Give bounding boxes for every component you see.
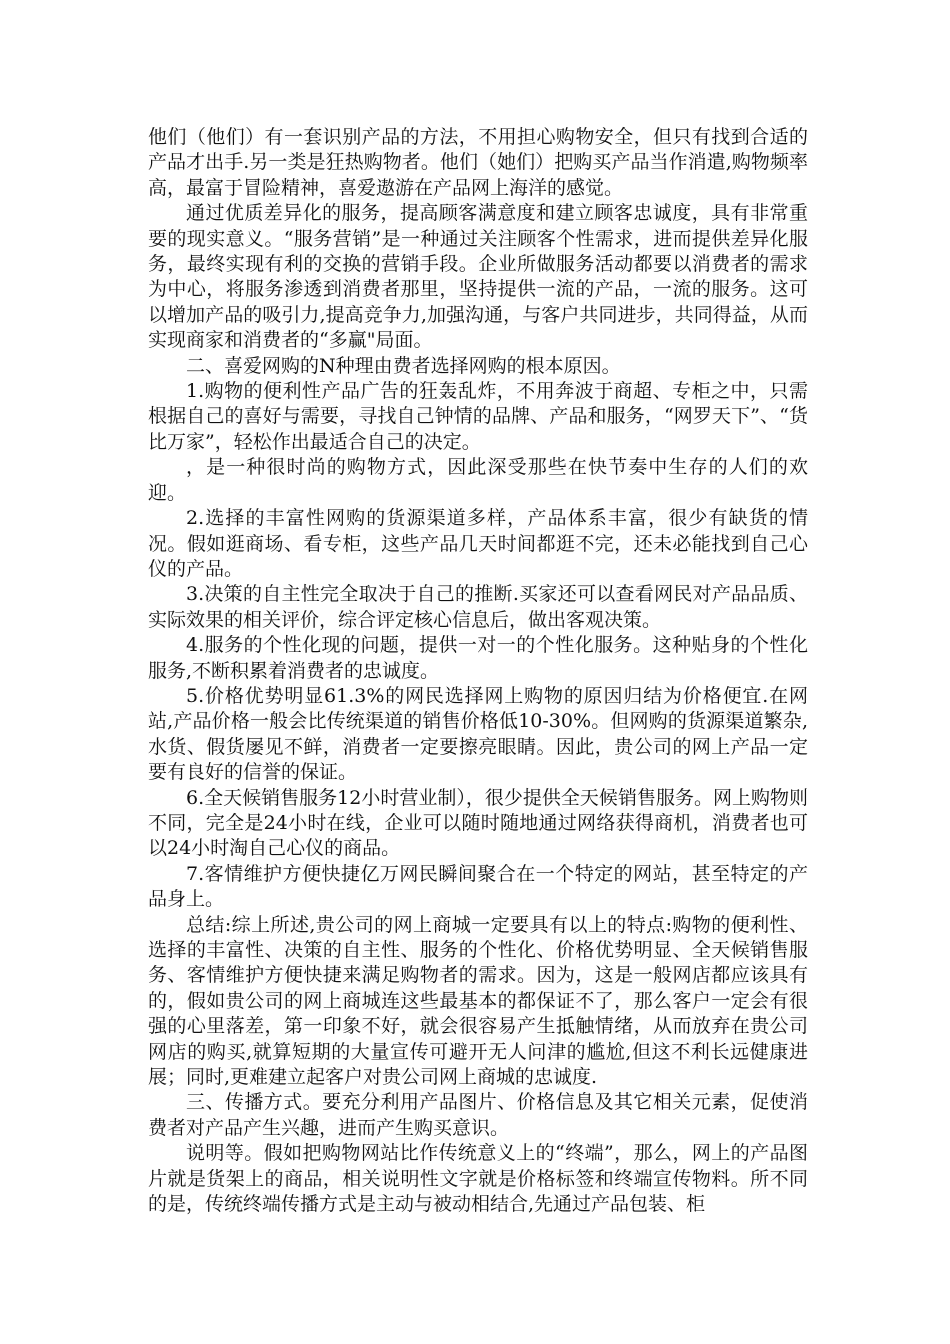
section-heading: 二、喜爱网购的N种理由费者选择网购的根本原因。 (186, 354, 621, 377)
paragraph: 说明等。假如把购物网站比作传统意义上的“终端”，那么，网上的产品图片就是货架上的商品，相关说明性文字就是价格标签和终端宣传物料。所不同的是，传统终端传播方式是主动与被动相结合,先通过产品包装、柜 (148, 1142, 808, 1216)
paragraph: 2.选择的丰富性网购的货源渠道多样，产品体系丰富，很少有缺货的情况。假如逛商场、看专柜，这些产品几天时间都逛不完，还未必能找到自己心仪的产品。 (148, 507, 808, 580)
paragraph: 7.客情维护方便快捷亿万网民瞬间聚合在一个特定的网站，甚至特定的产品身上。 (148, 862, 808, 911)
paragraph: 1.购物的便利性产品广告的狂轰乱炸，不用奔波于商超、专柜之中，只需根据自己的喜好与需要，寻找自己钟情的品牌、产品和服务，“网罗天下”、“货比万家”，轻松作出最适合自己的决定。 (148, 380, 808, 453)
paragraph: 5.价格优势明显61.3%的网民选择网上购物的原因归结为价格便宜.在网站,产品价格一般会比传统渠道的销售价格低10-30%。但网购的货源渠道繁杂,水货、假货屡见不鲜，消费者一定要擦亮眼睛。因此，贵公司的网上产品一定要有良好的信誉的保证。 (148, 684, 808, 784)
paragraph: ，是一种很时尚的购物方式，因此深受那些在快节奏中生存的人们的欢迎。 (148, 456, 808, 504)
paragraph: 3.决策的自主性完全取决于自己的推断.买家还可以查看网民对产品品质、实际效果的相关评价，综合评定核心信息后，做出客观决策。 (148, 583, 808, 631)
paragraph: 通过优质差异化的服务，提高顾客满意度和建立顾客忠诚度，具有非常重要的现实意义。“服务营销”是一种通过关注顾客个性需求，进而提供差异化服务，最终实现有利的交换的营销手段。企业所做服务活动都要以消费者的需求为中心，将服务渗透到消费者那里，坚持提供一流的产品，一流的服务。这可以增加产品的吸引力,提高竞争力,加强沟通，与客户共同进步，共同得益，从而实现商家和消费者的“多赢"局面。 (148, 202, 808, 352)
section-heading: 三、传播方式。要充分利用产品图片、价格信息及其它相关元素，促使消费者对产品产生兴趣，进而产生购买意识。 (148, 1091, 808, 1139)
summary-paragraph: 总结:综上所述,贵公司的网上商城一定要具有以上的特点:购物的便利性、选择的丰富性、决策的自主性、服务的个性化、价格优势明显、全天候销售服务、客情维护方便快捷来满足购物者的需求。因为，这是一般网店都应该具有的，假如贵公司的网上商城连这些最基本的都保证不了，那么客户一定会有很强的心里落差，第一印象不好，就会很容易产生抵触情绪，从而放弃在贵公司网店的购买,就算短期的大量宣传可避开无人问津的尴尬,但这不利长远健康进展；同时,更难建立起客户对贵公司网上商城的忠诚度. (148, 913, 808, 1089)
paragraph: 4.服务的个性化现的问题，提供一对一的个性化服务。这种贴身的个性化服务,不断积累着消费者的忠诚度。 (148, 634, 808, 682)
paragraph: 6.全天候销售服务12小时营业制），很少提供全天候销售服务。网上购物则不同，完全是24小时在线，企业可以随时随地通过网络获得商机，消费者也可以24小时淘自己心仪的商品。 (148, 786, 808, 860)
paragraph: 他们（他们）有一套识别产品的方法，不用担心购物安全，但只有找到合适的产品才出手.另一类是狂热购物者。他们（她们）把购买产品当作消遣,购物频率高，最富于冒险精神，喜爱遨游在产品网上海洋的感觉。 (148, 126, 808, 199)
document-body (148, 125, 808, 1217)
